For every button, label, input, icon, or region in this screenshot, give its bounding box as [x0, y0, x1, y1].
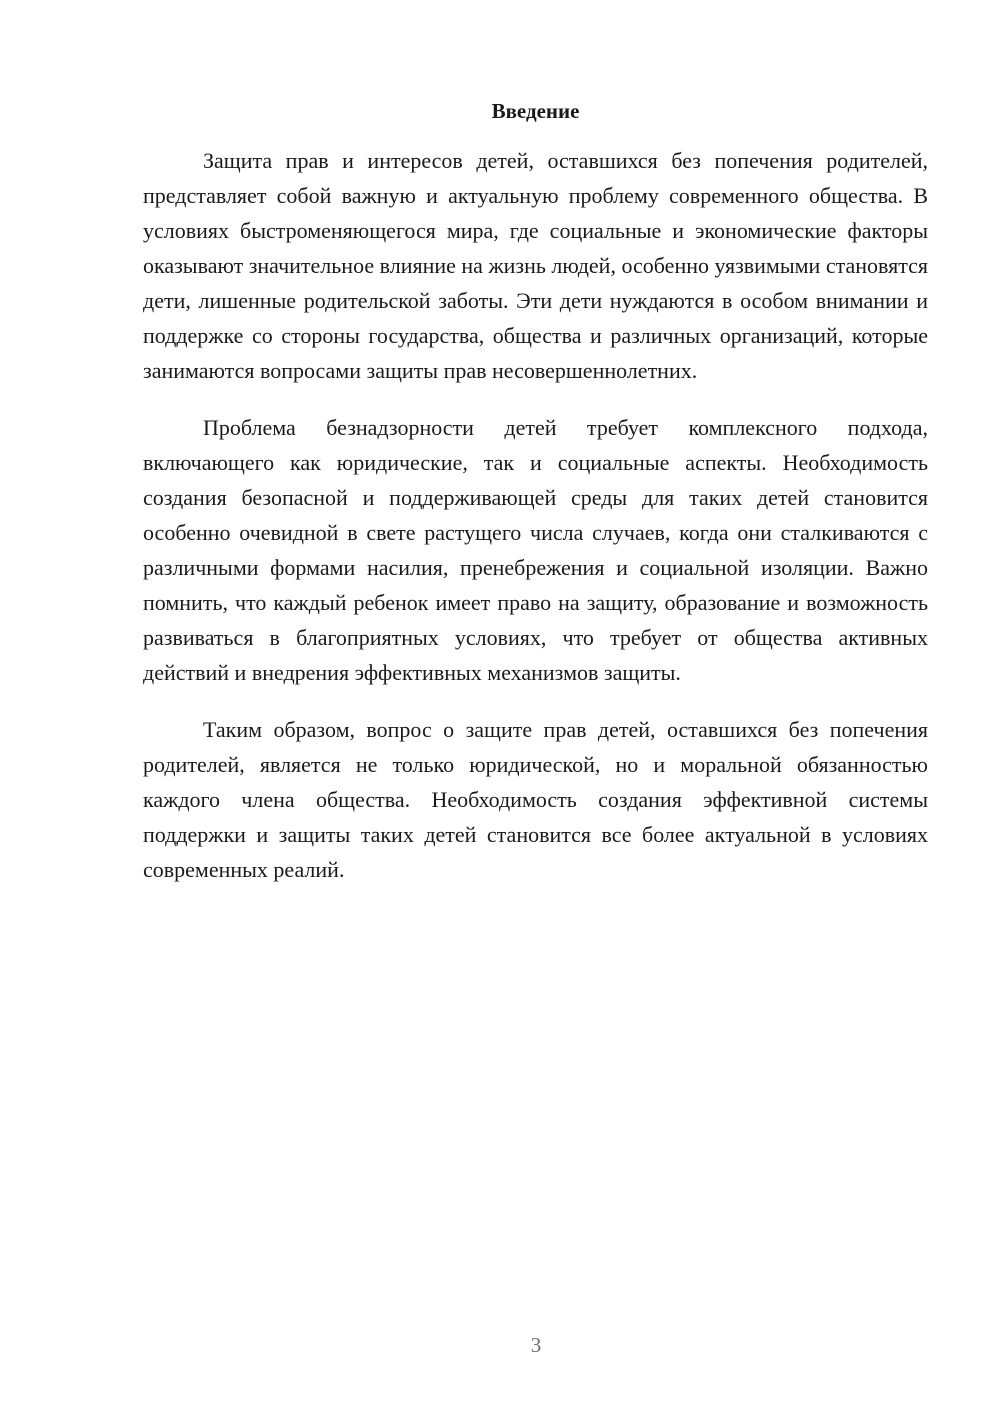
- paragraph-3: Таким образом, вопрос о защите прав детей, оставшихся без попечения родителей, является не только юридической, но и моральной обязанностью каждого члена общества. Необходимость создания эффективной системы поддержки и защиты таких детей становится все более актуальной в условиях современных реалий.: [143, 717, 928, 882]
- paragraph-2: Проблема безнадзорности детей требует комплексного подхода, включающего как юридические, так и социальные аспекты. Необходимость создания безопасной и поддерживающей среды для таких детей становится особенно очевидной в свете растущего числа случаев, когда они сталкиваются с различными формами насилия, пренебрежения и социальной изоляции. Важно помнить, что каждый ребенок имеет право на защиту, образование и возможность развиваться в благоприятных условиях, что требует от общества активных действий и внедрения эффективных механизмов защиты.: [143, 415, 928, 685]
- paragraph-1: Защита прав и интересов детей, оставшихся без попечения родителей, представляет собой важную и актуальную проблему современного общества. В условиях быстроменяющегося мира, где социальные и экономические факторы оказывают значительное влияние на жизнь людей, особенно уязвимыми становятся дети, лишенные родительской заботы. Эти дети нуждаются в особом внимании и поддержке со стороны государства, общества и различных организаций, которые занимаются вопросами защиты прав несовершеннолетних.: [143, 148, 928, 383]
- section-title: Введение: [491, 99, 580, 123]
- page-number: 3: [530, 1333, 542, 1357]
- document-body: [143, 143, 928, 909]
